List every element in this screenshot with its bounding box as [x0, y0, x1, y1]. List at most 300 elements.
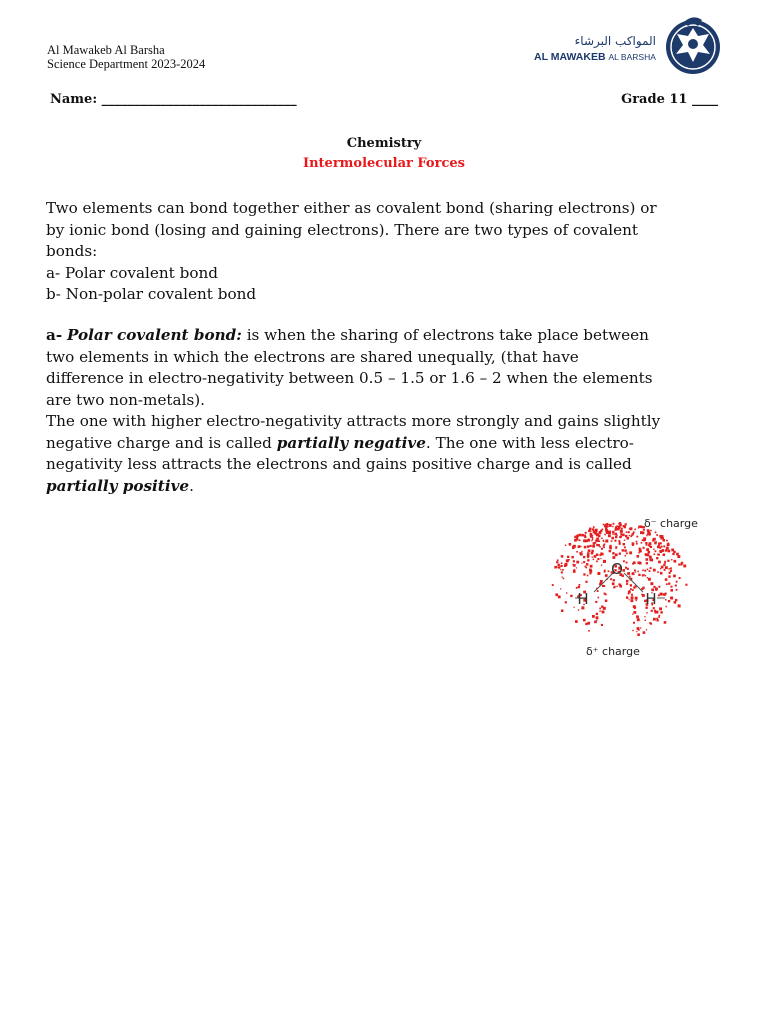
electron-dot	[649, 556, 652, 559]
electron-dot	[625, 523, 627, 525]
electron-dot	[641, 588, 643, 590]
electron-dot	[595, 529, 598, 532]
electron-dot	[604, 593, 606, 595]
electron-dot	[576, 551, 578, 553]
topic-title: Intermolecular Forces	[303, 156, 465, 171]
electron-dot	[646, 562, 648, 564]
electron-dot	[674, 601, 677, 604]
electron-dot	[659, 547, 661, 549]
electron-dot	[648, 551, 651, 554]
electron-dot	[649, 570, 651, 572]
electron-dot	[598, 597, 600, 599]
electron-dot	[603, 546, 605, 548]
eagle-emblem-icon	[662, 14, 724, 76]
electron-dot	[587, 575, 589, 577]
polar-line	[46, 325, 736, 347]
electron-dot	[562, 569, 564, 571]
electron-dot	[633, 622, 635, 624]
electron-dot	[571, 556, 574, 559]
electron-dot	[605, 540, 608, 543]
school-info	[47, 43, 205, 71]
electron-dot	[660, 611, 662, 613]
polar-definition: is when the sharing of electrons take place between	[246, 326, 649, 344]
electron-dot	[665, 566, 668, 569]
electron-dot	[638, 552, 639, 553]
subject-title: Chemistry	[346, 136, 422, 151]
electron-dot	[671, 549, 674, 552]
electron-dot	[590, 535, 593, 538]
electron-dot	[657, 571, 659, 573]
electron-dot	[584, 535, 586, 537]
electron-dot	[637, 562, 639, 564]
electron-dot	[561, 565, 563, 567]
electron-dot	[588, 630, 590, 632]
electron-dot	[638, 526, 640, 528]
electron-dot	[600, 552, 602, 554]
electron-dot	[664, 569, 666, 571]
electron-dot	[665, 578, 668, 581]
electron-dot	[613, 586, 615, 588]
electron-dot	[591, 552, 594, 555]
electron-dot	[609, 547, 612, 550]
electron-dot	[606, 525, 608, 527]
electron-dot	[580, 552, 583, 555]
electron-dot	[560, 569, 561, 570]
electron-dot	[587, 545, 589, 547]
electron-dot	[578, 545, 581, 548]
electron-dot	[685, 584, 687, 586]
electron-dot	[596, 616, 599, 619]
electron-dot	[637, 555, 640, 558]
electron-dot	[613, 523, 615, 525]
electron-dot	[596, 613, 598, 615]
electron-dot	[585, 623, 587, 625]
electron-dot	[560, 588, 561, 589]
electron-dot	[626, 537, 629, 540]
electron-dot	[629, 535, 630, 536]
electron-dot	[653, 538, 654, 539]
polar-line: The one with higher electro-negativity attracts more strongly and gains slightly	[46, 412, 661, 430]
intro-list-item: b- Non-polar covalent bond	[46, 285, 257, 303]
electron-dot	[615, 536, 617, 538]
electron-dot	[670, 589, 673, 592]
electron-dot	[565, 545, 566, 546]
electron-dot	[575, 620, 578, 623]
electron-dot	[616, 525, 618, 527]
intro-list-item: a- Polar covalent bond	[46, 263, 218, 282]
electron-dot	[671, 586, 673, 588]
electron-dot	[651, 610, 653, 612]
electron-dot	[670, 597, 673, 600]
partially-negative-term: partially negative	[276, 433, 426, 452]
electron-dot	[596, 538, 599, 541]
electron-dot	[589, 569, 592, 572]
electron-dot	[597, 572, 600, 575]
electron-dot	[633, 605, 636, 608]
electron-dot	[643, 537, 646, 540]
electron-dot	[658, 586, 660, 588]
electron-dot	[663, 539, 666, 542]
electron-dot	[676, 553, 679, 556]
electron-dot	[608, 570, 610, 572]
electron-dot	[660, 542, 662, 544]
electron-dot	[593, 559, 595, 561]
electron-dot	[606, 527, 607, 528]
electron-dot	[640, 550, 642, 552]
electron-dot	[581, 534, 584, 537]
electron-dot	[646, 629, 647, 630]
electron-dot	[660, 572, 663, 575]
electron-dot	[660, 593, 663, 596]
electron-dot	[576, 537, 578, 539]
electron-dot	[626, 531, 628, 533]
electron-dot	[579, 584, 581, 586]
electron-dot	[632, 614, 633, 615]
electron-dot	[591, 540, 592, 541]
electron-dot	[626, 580, 629, 583]
electron-dot	[668, 600, 670, 602]
electron-dot	[673, 575, 676, 578]
electron-dot	[573, 564, 576, 567]
electron-dot	[585, 581, 587, 583]
electron-dot	[663, 564, 665, 566]
polar-prefix: a-	[46, 326, 63, 344]
electron-dot	[597, 590, 599, 592]
electron-dot	[635, 597, 638, 600]
electron-dot	[637, 618, 640, 621]
electron-dot	[596, 620, 597, 621]
electron-dot	[636, 543, 638, 545]
electron-dot	[601, 606, 603, 608]
polar-line	[46, 433, 736, 455]
school-logo	[528, 14, 728, 76]
electron-dot	[610, 579, 612, 581]
electron-dot	[601, 548, 603, 550]
polar-line	[46, 476, 736, 498]
electron-dot	[666, 583, 668, 585]
electron-dot	[588, 549, 591, 552]
electron-dot	[596, 561, 598, 563]
electron-dot	[581, 551, 582, 552]
electron-dot	[636, 600, 637, 601]
electron-dot	[612, 531, 614, 533]
electron-dot	[662, 549, 664, 551]
electron-dot	[683, 565, 686, 568]
electron-dot	[675, 585, 677, 587]
electron-dot	[603, 585, 605, 587]
electron-dot	[626, 583, 628, 585]
electron-dot	[593, 526, 595, 528]
electron-dot	[587, 552, 590, 555]
electron-dot	[583, 561, 585, 563]
electron-dot	[579, 534, 582, 537]
electron-dot	[599, 535, 600, 536]
electron-dot	[572, 547, 575, 550]
electron-dot	[590, 565, 593, 568]
electron-dot	[668, 575, 670, 577]
electron-dot	[576, 535, 578, 537]
electron-dot	[652, 539, 654, 541]
electron-dot	[640, 627, 641, 628]
electron-dot	[570, 595, 572, 597]
electron-dot	[645, 542, 647, 544]
electron-dot	[608, 534, 611, 537]
electron-dot	[620, 530, 623, 533]
electron-dot	[608, 524, 609, 525]
electron-dot	[632, 572, 635, 575]
electron-dot	[681, 562, 683, 564]
electron-dot	[645, 575, 647, 577]
electron-dot	[665, 599, 667, 601]
electron-dot	[629, 551, 632, 554]
electron-dot	[650, 559, 653, 562]
electron-dot	[658, 544, 660, 546]
electron-dot	[634, 570, 636, 572]
electron-dot	[632, 563, 634, 565]
electron-dot	[630, 535, 632, 537]
electron-dot	[671, 559, 672, 560]
electron-dot	[653, 549, 654, 550]
electron-dot	[576, 567, 577, 568]
electron-dot	[666, 606, 667, 607]
electron-dot	[621, 528, 623, 530]
electron-dot	[667, 543, 670, 546]
electron-dot	[659, 607, 662, 610]
electron-dot	[578, 609, 579, 610]
electron-dot	[665, 549, 667, 551]
electron-dot	[578, 586, 580, 588]
electron-dot	[653, 569, 656, 572]
polar-line: two elements in which the electrons are shared unequally, (that have	[46, 347, 579, 366]
electron-cloud	[552, 522, 688, 636]
electron-dot	[625, 555, 627, 557]
electron-dot	[556, 561, 558, 563]
intro-line: by ionic bond (losing and gaining electrons). There are two types of covalent	[46, 220, 639, 239]
electron-dot	[620, 533, 622, 535]
electron-dot	[588, 530, 590, 532]
electron-dot	[614, 540, 616, 542]
logo-brand-name: AL MAWAKEB	[534, 51, 606, 63]
electron-dot	[646, 612, 647, 613]
electron-dot	[654, 553, 656, 555]
electron-dot	[626, 552, 628, 554]
electron-dot	[576, 561, 579, 564]
delta-minus-label: δ⁻ charge	[644, 517, 698, 530]
electron-dot	[605, 524, 607, 526]
electron-dot	[614, 533, 617, 536]
electron-dot	[631, 596, 634, 599]
electron-dot	[612, 556, 614, 558]
electron-dot	[567, 559, 568, 560]
polar-text: negative charge and is called	[46, 433, 272, 452]
water-molecule-diagram	[540, 510, 730, 660]
electron-dot	[660, 568, 661, 569]
electron-dot	[615, 546, 617, 548]
electron-dot	[641, 594, 643, 596]
electron-dot	[638, 574, 640, 576]
electron-dot	[599, 608, 601, 610]
electron-dot	[631, 599, 634, 602]
electron-dot	[592, 545, 595, 548]
electron-dot	[599, 610, 600, 611]
electron-dot	[663, 545, 665, 547]
electron-dot	[627, 568, 629, 570]
electron-dot	[577, 534, 578, 535]
electron-dot	[645, 620, 646, 621]
electron-dot	[635, 571, 636, 572]
electron-dot	[587, 555, 590, 558]
polar-line: are two non-metals).	[46, 390, 205, 409]
intro-line: Two elements can bond together either as covalent bond (sharing electrons) or	[46, 199, 657, 217]
electron-dot	[663, 593, 666, 596]
electron-dot	[641, 542, 643, 544]
electron-dot	[645, 553, 648, 556]
electron-dot	[558, 564, 560, 566]
electron-dot	[642, 532, 645, 535]
electron-dot	[596, 554, 599, 557]
electron-dot	[604, 571, 606, 573]
electron-dot	[632, 544, 634, 546]
electron-dot	[658, 594, 660, 596]
electron-dot	[606, 531, 609, 534]
electron-dot	[594, 621, 597, 624]
electron-dot	[663, 554, 666, 557]
electron-dot	[668, 583, 670, 585]
polar-bond-term: Polar covalent bond:	[66, 326, 242, 344]
electron-dot	[602, 611, 605, 614]
electron-dot	[654, 612, 656, 614]
electron-dot	[580, 546, 581, 547]
electron-dot	[624, 540, 625, 541]
electron-dot	[601, 565, 602, 566]
logo-arabic-text: المواكب البرشاء	[574, 34, 656, 48]
electron-dot	[679, 577, 681, 579]
electron-dot	[592, 528, 594, 530]
electron-dot	[650, 623, 652, 625]
electron-dot	[633, 611, 636, 614]
electron-dot	[619, 553, 621, 555]
electron-dot	[590, 545, 592, 547]
electron-dot	[636, 631, 637, 632]
electron-dot	[603, 524, 605, 526]
electron-dot	[626, 562, 628, 564]
electron-dot	[630, 588, 632, 590]
electron-dot	[630, 584, 632, 586]
electron-dot	[595, 601, 597, 603]
electron-dot	[629, 576, 631, 578]
electron-dot	[661, 535, 664, 538]
electron-dot	[611, 537, 614, 540]
school-name: Al Mawakeb Al Barsha	[47, 43, 165, 57]
electron-dot	[657, 619, 659, 621]
electron-dot	[585, 539, 588, 542]
electron-dot	[619, 584, 621, 586]
electron-dot	[583, 573, 585, 575]
electron-dot	[558, 566, 560, 568]
electron-dot	[631, 594, 633, 596]
electron-dot	[562, 577, 563, 578]
electron-dot	[668, 550, 671, 553]
electron-dot	[669, 572, 671, 574]
electron-dot	[556, 566, 558, 568]
electron-dot	[592, 538, 594, 540]
electron-dot	[638, 629, 640, 631]
electron-dot	[632, 589, 634, 591]
electron-dot	[658, 561, 661, 564]
electron-dot	[613, 579, 615, 581]
electron-dot	[612, 526, 613, 527]
electron-dot	[644, 570, 646, 572]
electron-dot	[650, 567, 652, 569]
electron-dot	[565, 601, 567, 603]
electron-dot	[647, 569, 649, 571]
electron-dot	[610, 550, 611, 551]
electron-dot	[576, 587, 578, 589]
electron-dot	[664, 621, 667, 624]
electron-dot	[633, 587, 635, 589]
electron-dot	[676, 581, 678, 583]
electron-dot	[661, 566, 664, 569]
electron-dot	[616, 586, 617, 587]
electron-dot	[557, 559, 559, 561]
electron-dot	[566, 592, 567, 593]
electron-dot	[655, 532, 657, 534]
electron-dot	[647, 577, 648, 578]
electron-dot	[618, 523, 619, 524]
electron-dot	[668, 568, 670, 570]
electron-dot	[670, 567, 672, 569]
electron-dot	[678, 604, 681, 607]
electron-dot	[624, 549, 627, 552]
electron-dot	[646, 535, 647, 536]
electron-dot	[642, 574, 644, 576]
department-name: Science Department 2023-2024	[47, 57, 206, 71]
electron-dot	[648, 578, 651, 581]
electron-dot	[628, 531, 630, 533]
electron-dot	[667, 548, 668, 549]
electron-dot	[603, 541, 604, 542]
electron-dot	[604, 534, 606, 536]
electron-dot	[603, 560, 606, 563]
electron-dot	[641, 526, 643, 528]
oxygen-atom-label: O	[611, 560, 623, 578]
electron-dot	[637, 633, 640, 636]
electron-dot	[623, 560, 625, 562]
electron-dot	[670, 570, 672, 572]
electron-dot	[646, 544, 648, 546]
electron-dot	[660, 551, 662, 553]
electron-dot	[561, 610, 564, 613]
electron-dot	[675, 599, 677, 601]
electron-dot	[561, 571, 563, 573]
electron-dot	[585, 532, 587, 534]
polar-text: .	[189, 476, 194, 495]
electron-dot	[658, 617, 660, 619]
electron-dot	[592, 556, 593, 557]
electron-dot	[596, 544, 598, 546]
electron-dot	[644, 616, 645, 617]
intro-line: bonds:	[46, 242, 98, 260]
electron-dot	[655, 550, 657, 552]
electron-dot	[599, 541, 600, 542]
electron-dot	[646, 558, 649, 561]
electron-dot	[622, 534, 625, 537]
polar-text: . The one with less electro-	[425, 433, 634, 452]
electron-dot	[585, 567, 587, 569]
electron-dot	[626, 596, 628, 598]
electron-dot	[643, 547, 645, 549]
electron-dot	[612, 552, 614, 554]
